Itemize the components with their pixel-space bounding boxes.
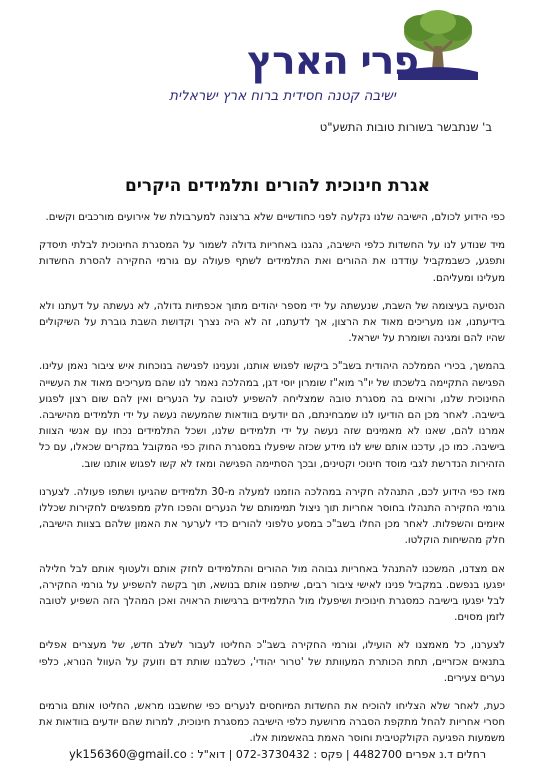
- paragraph: אם מצדנו, המשכנו להתנהל באחריות גבוהה מול ההורים והתלמידים לחזק אותם ולעטוף אותם לבל חלילה יפגעו בנפשם. במקביל פנינו לאישי ציבור רבים, שיתפנו אותם בנושא, תוך בקשה להשפיע על גורמי החקירה, לבל יפגעו בישיבה כמסגרת חינוכית ושיפעלו מול התלמידים ברגישות הראויה ואכן המהלך הזה השפיע לטובה לזמן מסוים.: [39, 563, 505, 624]
- paragraph: בהמשך, בכירי הממלכה היהודית בשב"כ ביקשו לפגוש אותנו, ונענינו לפגישה בנוכחות איש ציבור נאמן עלינו. הפגישה התקיימה בלשכתו של יו"ר מוא"ז שומרון יוסי דגן, במהלכה נאמר לנו שהם מעריכים מאוד את העשייה החינוכית שלנו, ורואים בה מסגרת טובה שמצליחה להשפיע לטובה על הנערים ואין להם שום רצון לפגוע בישיבה. לאחר מכן הם הודיעו לנו שמבחינתם, הם יודעים בוודאות שהמעשה נעשה על ידי תלמידים מהישיבה. אמרנו להם, שאנו לא מאמינים שזה נעשה על ידי תלמידים שלנו, ושכל התלמידים נכחו עם אנשי הצוות בישיבה. כמו כן, עדכנו אותם שיש לנו מידע שכזה שיפעלו במסגרת החוק כפי המקובל במקרים שכאלו, עם כל הזהירות הנדרשת לגבי מוסד חינוכי וקטינים, ובכך הסתיימה הפגישה ומאז לא קשו לפגוש אותנו שוב.: [39, 361, 505, 470]
- footer-address: רחלים ד.נ אפרים 4482700 | פקס : 072-3730432 | דוא"ל :: [190, 748, 487, 761]
- date-line: ב' שנתבשר בשורות טובות התשע"ט: [319, 120, 492, 134]
- paragraph: מיד שנודע לנו על החשדות כלפי הישיבה, נהגנו באחריות גדולה לשמור על המסגרת החינוכית לבלתי תיסדק ותפגע, כשבמקביל עודדנו את ההורים ואת התלמידים לשתף פעולה עם גורמי החקירה להסרת החשדות מעלינו ומעליהם.: [39, 240, 505, 284]
- paragraph: לצערנו, כל מאמצנו לא הועילו, וגורמי החקירה בשב"כ החליטו לעבור לשלב חדש, של מעצרים אפלים בתנאים אכזריים, תחת הכותרת המעוותת של 'טרור יהודי', כשלבנו שותת דם וזועק על העוול הנורא, כלפי נערים צעירים.: [39, 640, 505, 684]
- letter-title: אגרת חינוכית להורים ותלמידים היקרים: [125, 176, 430, 196]
- paragraph: כפי הידוע לכולם, הישיבה שלנו נקלעה לפני כחודשיים שלא ברצונה למערבולת של אירועים מורכבים וקשים.: [45, 212, 505, 223]
- school-logo: [88, 8, 478, 108]
- letter-footer: [0, 747, 555, 761]
- footer-email[interactable]: yk156360@gmail.co: [68, 747, 187, 761]
- logo-name: פרי הארץ: [247, 39, 418, 84]
- paragraph: מאז כפי הידוע לכם, התנהלה חקירה במהלכה הוזמנו למעלה מ-30 תלמידים שהגיעו ושתפו פעולה. לצערנו גורמי החקירה התנהלו בחוסר אחריות תוך ניצול תמימותם של הנערים והפכו חלק ממפגשים לחקירות שכללו איומים והשפלות. לאחר מכן החלו בשב"כ במסע טלפוני להורים כדי לערער את האמון שלהם בצוות הישיבה, חלק מהשיחות הוקלטו.: [39, 486, 505, 547]
- paragraph: הנסיעה בעיצומה של השבת, שנעשתה על ידי מספר יהודים מתוך אכפתיות גדולה, לא נעשתה על דעתנו ולא בידיעתנו, אנו מעריכים מאוד את הרצון, אך לדעתנו, זה לא היה נצרך וקדושת השבת גוברת על השיקולים שהיו להם ומגינה ושומרת על ישראל.: [39, 300, 505, 345]
- logo-tagline: ישיבה קטנה חסידית ברוח ארץ ישראלית: [169, 88, 396, 104]
- letter-body: [39, 210, 505, 760]
- paragraph: כעת, לאחר שלא הצליחו להוכיח את החשדות המיוחסים לנערים כפי שחשבנו מראש, החליטו אותם גורמים חסרי אחריות להחל מתקפת הסברה מרושעת כלפי הישיבה כמסגרת חינוכית, למרות שהם יודעים בוודאות את משמעות הפגיעה הקולקטיבית וחוסר האמת בהאשמות אלו.: [39, 701, 505, 745]
